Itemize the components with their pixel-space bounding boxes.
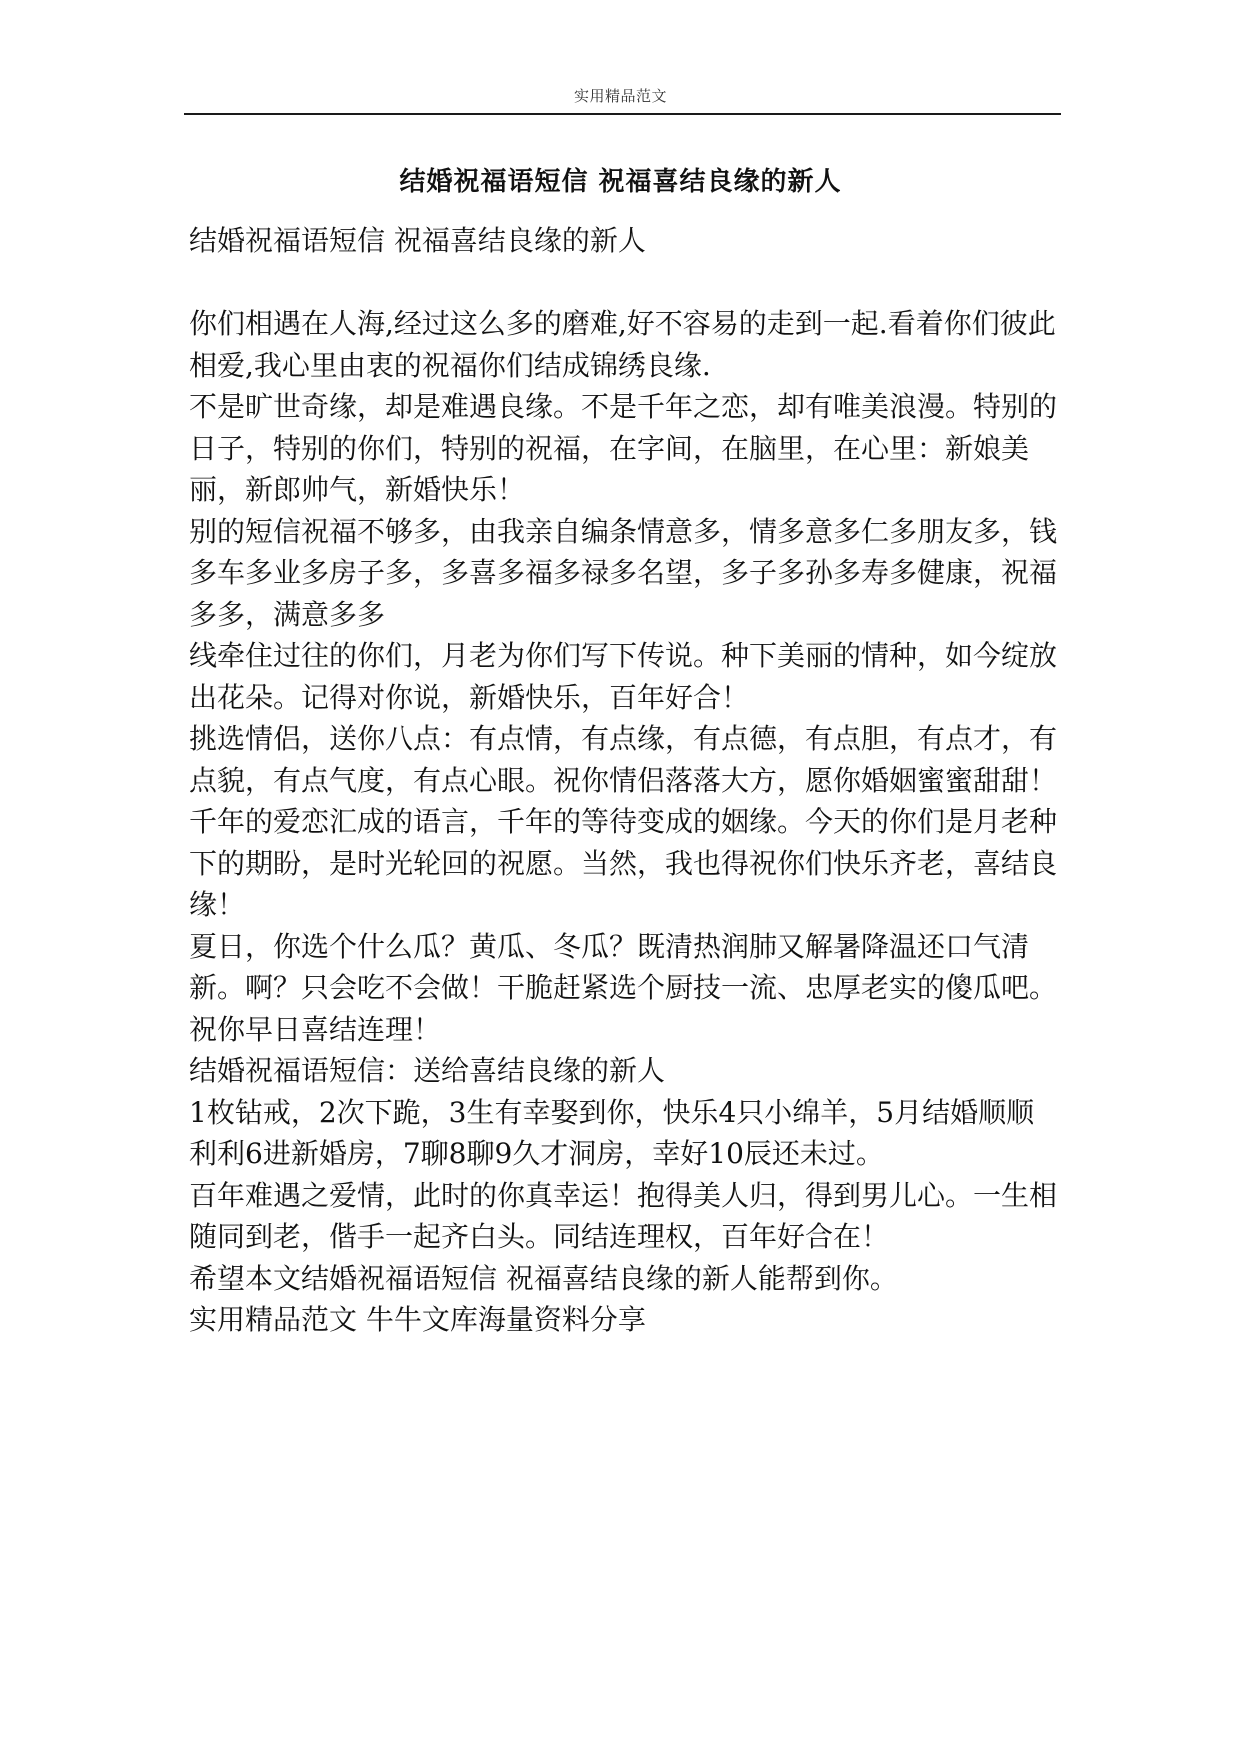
body-paragraph: 1枚钻戒，2次下跪，3生有幸娶到你，快乐4只小绵羊，5月结婚顺顺利利6进新婚房，7聊8聊9久才洞房，幸好10辰还未过。 bbox=[189, 1095, 1035, 1170]
subtitle-paragraph: 结婚祝福语短信 祝福喜结良缘的新人 bbox=[189, 224, 646, 257]
document-body bbox=[189, 220, 1061, 1341]
section-heading: 结婚祝福语短信：送给喜结良缘的新人 bbox=[189, 1054, 666, 1087]
body-paragraph: 别的短信祝福不够多，由我亲自编条情意多，情多意多仁多朋友多，钱多车多业多房子多，多喜多福多禄多名望，多子多孙多寿多健康，祝福多多，满意多多 bbox=[189, 514, 1058, 631]
body-paragraph: 夏日，你选个什么瓜？黄瓜、冬瓜？既清热润肺又解暑降温还口气清新。啊？只会吃不会做！干脆赶紧选个厨技一流、忠厚老实的傻瓜吧。祝你早日喜结连理！ bbox=[189, 929, 1058, 1046]
body-paragraph: 不是旷世奇缘，却是难遇良缘。不是千年之恋，却有唯美浪漫。特别的日子，特别的你们，特别的祝福，在字间，在脑里，在心里：新娘美丽，新郎帅气，新婚快乐！ bbox=[189, 390, 1058, 506]
body-paragraph: 你们相遇在人海,经过这么多的磨难,好不容易的走到一起.看着你们彼此相爱,我心里由衷的祝福你们结成锦绣良缘. bbox=[189, 307, 1056, 382]
document-title: 结婚祝福语短信 祝福喜结良缘的新人 bbox=[399, 167, 842, 197]
closing-paragraph: 希望本文结婚祝福语短信 祝福喜结良缘的新人能帮到你。 bbox=[189, 1261, 898, 1295]
header-divider bbox=[184, 113, 1061, 115]
blank-line bbox=[189, 262, 1061, 304]
running-header: 实用精品范文 bbox=[573, 87, 667, 105]
body-paragraph: 百年难遇之爱情，此时的你真幸运！抱得美人归，得到男儿心。一生相随同到老，偕手一起齐白头。同结连理权，百年好合在！ bbox=[189, 1178, 1058, 1253]
body-paragraph: 挑选情侣，送你八点：有点情，有点缘，有点德，有点胆，有点才，有点貌，有点气度，有点心眼。祝你情侣落落大方，愿你婚姻蜜蜜甜甜！ bbox=[189, 722, 1058, 797]
body-paragraph: 线牵住过往的你们，月老为你们写下传说。种下美丽的情种，如今绽放出花朵。记得对你说，新婚快乐，百年好合！ bbox=[189, 639, 1058, 714]
body-paragraph: 千年的爱恋汇成的语言，千年的等待变成的姻缘。今天的你们是月老种下的期盼，是时光轮回的祝愿。当然，我也得祝你们快乐齐老，喜结良缘！ bbox=[189, 805, 1058, 921]
footer-note: 实用精品范文 牛牛文库海量资料分享 bbox=[189, 1303, 646, 1336]
